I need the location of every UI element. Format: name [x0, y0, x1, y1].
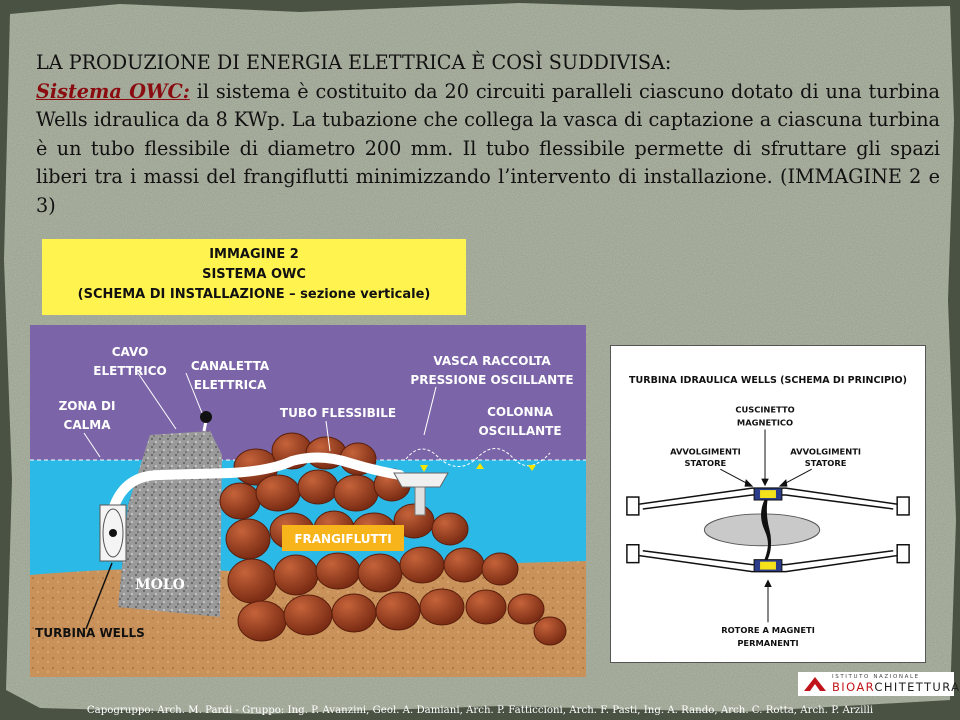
figure-caption	[42, 239, 466, 315]
logo-name-bio: BIOAR	[832, 680, 875, 694]
stator-top	[760, 490, 776, 498]
label-rotore-1: ROTORE A MAGNETI	[721, 625, 815, 636]
label-molo: MOLO	[135, 577, 185, 593]
footer-credits: Capogruppo: Arch. M. Pardi - Gruppo: Ing. P. Avanzini, Geol. A. Damiani, Arch. P. Fatticcioni, Arch. F. Pasti, Ing. A. Rando, Arch. C. Rotta, Arch. P. Arzilli	[86, 705, 874, 716]
label-turbina: TURBINA WELLS	[35, 626, 145, 640]
caption-line-2: SISTEMA OWC	[202, 267, 306, 282]
label-cavo-2: ELETTRICO	[93, 364, 167, 378]
label-colonna-1: COLONNA	[487, 405, 553, 419]
bioarchitettura-logo	[798, 672, 960, 696]
label-rotore-2: PERMANENTI	[737, 638, 799, 649]
label-canaletta-2: ELETTRICA	[193, 378, 267, 392]
logo-mark-icon	[802, 675, 828, 693]
logo-top-text: ISTITUTO NAZIONALE	[832, 674, 920, 680]
collection-tank	[394, 473, 448, 487]
label-vasca-1: VASCA RACCOLTA	[433, 354, 551, 368]
label-zona-1: ZONA DI	[58, 399, 116, 413]
logo-name-rest: CHITETTURA	[874, 680, 960, 694]
heading: LA PRODUZIONE DI ENERGIA ELETTRICA È COSÌ SUDDIVISA:	[36, 51, 672, 74]
label-colonna-2: OSCILLANTE	[478, 424, 562, 438]
label-cuscinetto-2: MAGNETICO	[736, 417, 794, 428]
oscillating-column	[415, 487, 425, 515]
wells-turbine-icon	[100, 505, 126, 561]
label-cuscinetto-1: CUSCINETTO	[735, 404, 795, 415]
system-description: il sistema è costituito da 20 circuiti paralleli ciascuno dotato di una turbina Wells idraulica da 8 KWp. La tubazione che collega la vasca di captazione a ciascuna turbina è un tubo flessibile di diametro 200 mm. Il tubo flessibile permette di sfruttare gli spazi liberi tra i massi del frangiflutti minimizzando l’intervento di installazione. (IMMAGINE 2 e 3)	[36, 79, 940, 217]
caption-line-3: (SCHEMA DI INSTALLAZIONE – sezione verticale)	[77, 287, 431, 302]
label-frangiflutti: FRANGIFLUTTI	[294, 532, 392, 546]
system-label: Sistema OWC:	[36, 79, 190, 103]
label-vasca-2: PRESSIONE OSCILLANTE	[410, 373, 574, 387]
label-zona-2: CALMA	[63, 418, 111, 432]
label-cavo-1: CAVO	[111, 345, 149, 359]
installation-diagram	[30, 325, 586, 677]
label-avv-left-2: STATORE	[684, 458, 727, 469]
label-avv-right-2: STATORE	[804, 458, 847, 469]
label-avv-left-1: AVVOLGIMENTI	[670, 446, 741, 457]
body-text	[36, 49, 940, 220]
stator-bottom	[760, 562, 776, 570]
turbine-title: TURBINA IDRAULICA WELLS (SCHEMA DI PRINCIPIO)	[629, 374, 907, 386]
label-avv-right-1: AVVOLGIMENTI	[790, 446, 861, 457]
caption-line-1: IMMAGINE 2	[209, 247, 299, 262]
logo-name	[832, 680, 960, 694]
label-canaletta-1: CANALETTA	[190, 359, 270, 373]
label-tubo: TUBO FLESSIBILE	[279, 406, 397, 420]
turbine-principle-diagram	[610, 345, 926, 663]
